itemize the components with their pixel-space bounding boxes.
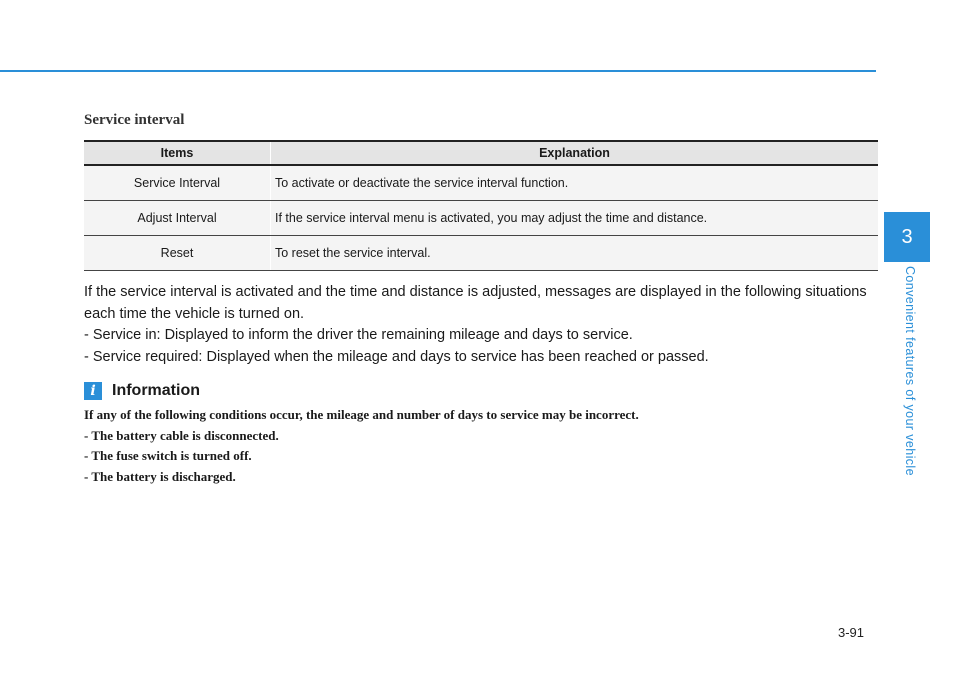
information-title: Information <box>112 382 200 399</box>
table-row <box>84 236 878 271</box>
service-interval-table <box>84 140 878 271</box>
header-rule <box>0 70 876 72</box>
information-line: - The fuse switch is turned off. <box>84 448 252 463</box>
item-cell: Service Interval <box>84 165 271 201</box>
chapter-tab: 3 <box>884 212 930 262</box>
body-paragraph: If the service interval is activated and the time and distance is adjusted, messages are displayed in the following situations each time the vehicle is turned on. <box>84 284 867 322</box>
item-cell: Adjust Interval <box>84 201 271 236</box>
table-row <box>84 201 878 236</box>
header-items: Items <box>84 141 271 165</box>
information-line: - The battery is discharged. <box>84 468 236 484</box>
information-body <box>84 405 864 487</box>
header-explanation: Explanation <box>271 141 879 165</box>
body-bullet: - Service in: Displayed to inform the driver the remaining mileage and days to service. <box>84 327 633 343</box>
item-cell: Reset <box>84 236 271 271</box>
chapter-label: Convenient features of your vehicle <box>903 266 917 476</box>
information-line: - The battery cable is disconnected. <box>84 427 279 443</box>
body-bullet: - Service required: Displayed when the mileage and days to service has been reached or passed. <box>84 348 709 365</box>
page-number: 3-91 <box>838 625 865 640</box>
table-row <box>84 165 878 201</box>
information-heading <box>84 381 200 401</box>
section-title: Service interval <box>84 112 185 128</box>
info-icon: i <box>84 382 102 400</box>
explanation-cell: To reset the service interval. <box>271 236 879 271</box>
information-line: If any of the following conditions occur, the mileage and number of days to service may be incorrect. <box>84 407 639 422</box>
explanation-cell: To activate or deactivate the service interval function. <box>271 165 879 201</box>
table-header-row <box>84 141 878 165</box>
body-text <box>84 282 874 368</box>
explanation-cell: If the service interval menu is activated, you may adjust the time and distance. <box>271 201 879 236</box>
